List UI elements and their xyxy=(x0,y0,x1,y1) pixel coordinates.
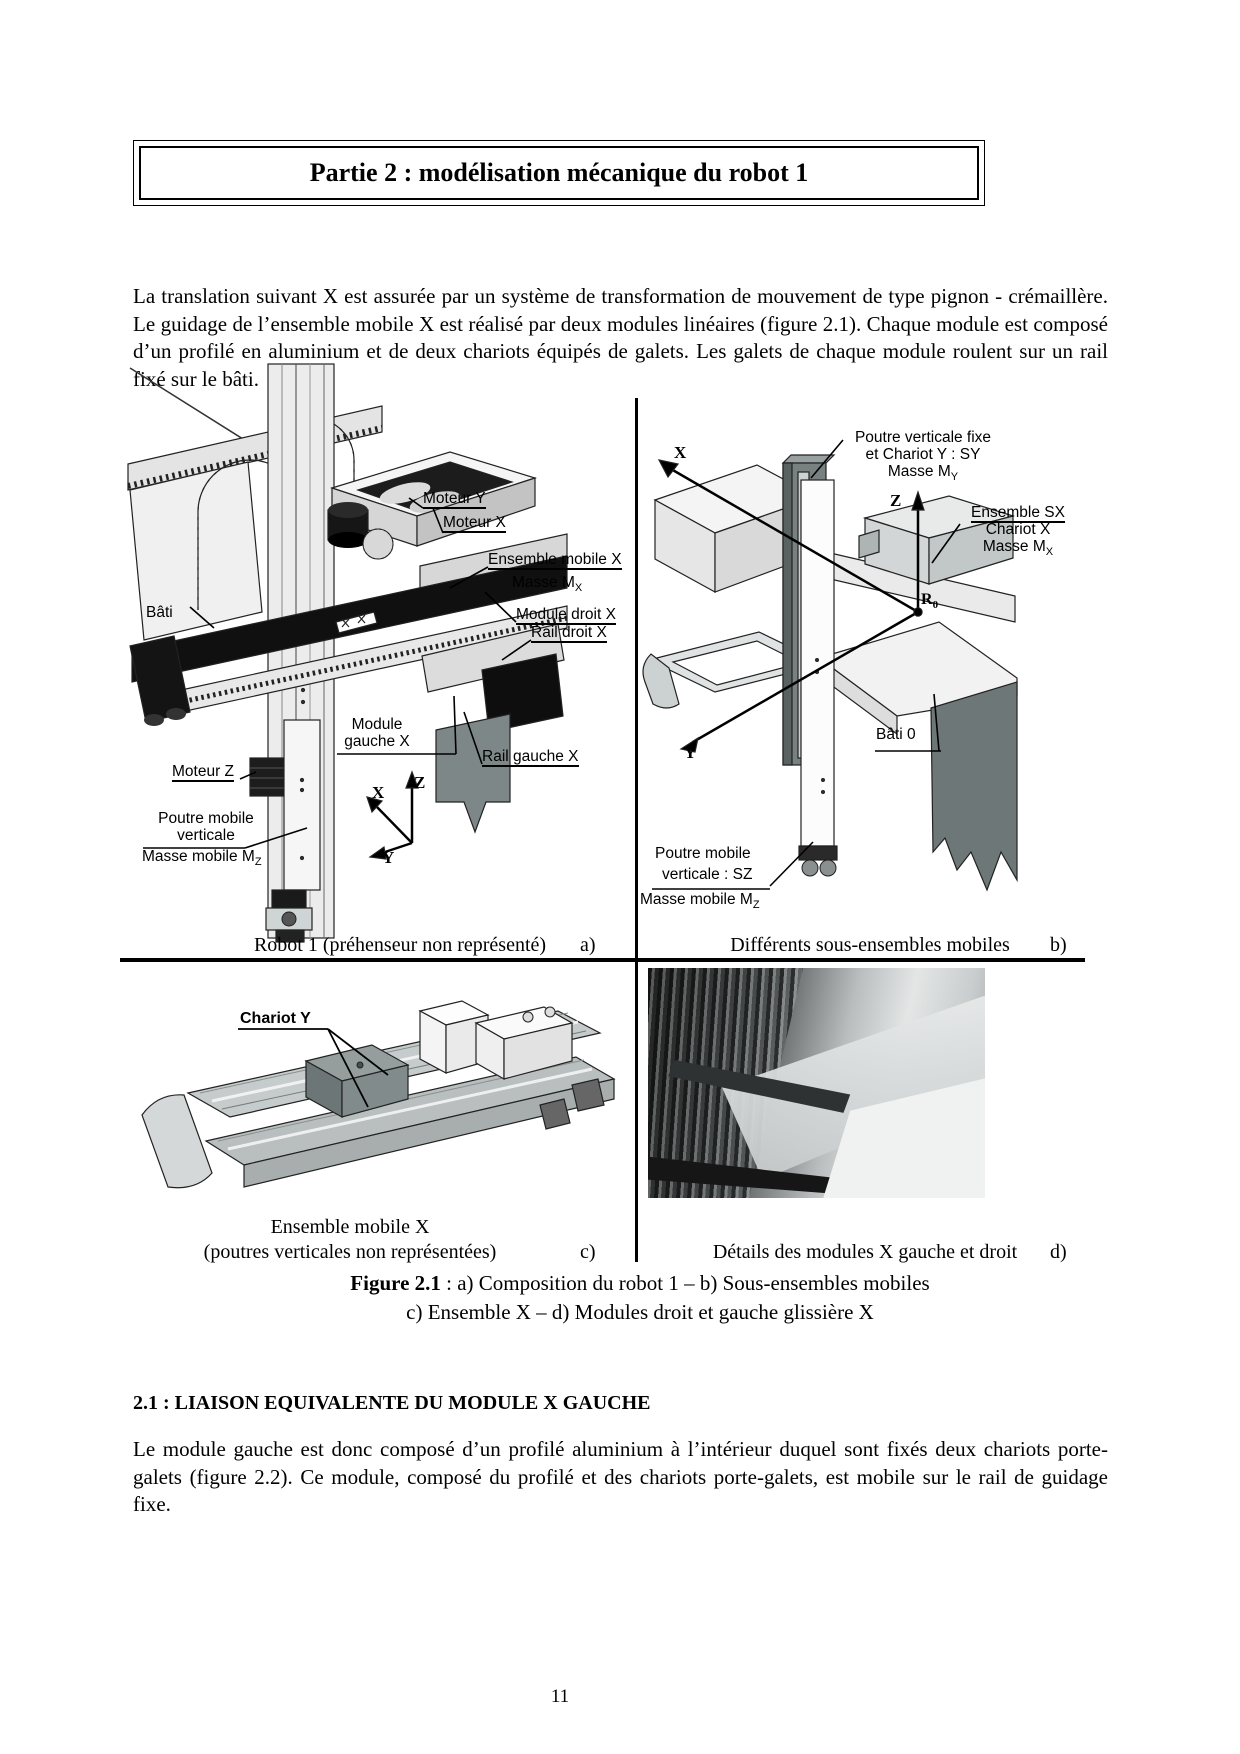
pedestal xyxy=(436,714,510,832)
poutre-mobile-lower xyxy=(284,720,320,890)
label-bati-0: Bâti 0 xyxy=(876,726,916,743)
page-number: 11 xyxy=(550,1686,570,1707)
panel-c-caption-line1: Ensemble mobile X xyxy=(270,1216,430,1238)
label-poutre-mobile-b1: Poutre mobile xyxy=(655,845,751,862)
label-poutre-mobile-a: Poutre mobile verticale xyxy=(158,810,254,844)
moteur-z-block xyxy=(250,758,286,796)
label-masse-mz-a: Masse mobile $M_Z$ xyxy=(142,848,262,869)
axis-y-label-a: Y xyxy=(382,848,395,867)
label-ensemble-mobile-x: Ensemble mobile X xyxy=(488,551,622,568)
figure-caption-line2: c) Ensemble X – d) Modules droit et gauche glissière X xyxy=(406,1300,874,1324)
figure-caption-line1: Figure 2.1 : a) Composition du robot 1 – b) Sous-ensembles mobiles xyxy=(350,1271,930,1295)
label-moteur-z: Moteur Z xyxy=(172,763,235,780)
label-chariot-y: Chariot Y xyxy=(240,1010,311,1027)
axis-y-label-b: Y xyxy=(684,743,697,762)
section-paragraph: Le module gauche est donc composé d’un profilé aluminium à l’intérieur duquel sont fixés deux chariots porte-galets (figure 2.2). Ce module, composé du profilé et des chariots porte-galets, est mobile sur le rail de guidage fixe. xyxy=(133,1437,1108,1516)
r0-origin-label: $R_0$ xyxy=(921,591,939,612)
label-poutre-fixe-chariot-y: Poutre verticale fixe et Chariot Y : SY Masse $M_Y$ xyxy=(854,429,992,484)
label-module-gauche-x: Module gauche X xyxy=(344,716,410,750)
intro-paragraph: La translation suivant X est assurée par un système de transformation de mouvement de type pignon - crémaillère. Le guidage de l’ensemble mobile X est réalisé par deux modules linéaires (figure 2.1). Chaque module est composé d’un profilé en aluminium et de deux chariots équipés de galets. Les galets de chaque module roulent sur un rail fixé sur le bâti. xyxy=(133,284,1108,391)
label-module-droit-x: Module droit X xyxy=(516,606,616,623)
platform-bati0 xyxy=(819,622,1017,890)
panel-d-caption: Détails des modules X gauche et droit xyxy=(712,1241,1018,1263)
label-ensemble-sx: Ensemble SX Chariot X Masse $M_X$ xyxy=(971,504,1065,559)
label-rail-droit-x: Rail droit X xyxy=(531,624,607,641)
label-moteur-x: Moteur X xyxy=(443,514,506,531)
part-title: Partie 2 : modélisation mécanique du robot 1 xyxy=(139,146,979,200)
axis-x-label-b: X xyxy=(674,443,687,462)
panel-d-tag: d) xyxy=(1050,1241,1067,1263)
panel-b-tag: b) xyxy=(1050,934,1067,956)
section-heading: 2.1 : LIAISON EQUIVALENTE DU MODULE X GAUCHE xyxy=(133,1392,651,1414)
panel-b-caption: Différents sous-ensembles mobiles xyxy=(730,934,1010,956)
label-rail-gauche-x: Rail gauche X xyxy=(482,748,579,765)
panel-a-tag: a) xyxy=(580,934,596,956)
label-moteur-y: Moteur Y xyxy=(423,490,486,507)
label-bati: Bâti xyxy=(146,604,173,621)
panel-c-tag: c) xyxy=(580,1241,596,1263)
axis-z-label-b: Z xyxy=(890,491,902,510)
label-masse-mz-b: Masse mobile $M_Z$ xyxy=(640,891,760,912)
panel-c-caption-line2: (poutres verticales non représentées) xyxy=(203,1241,497,1263)
axis-z-label-a: Z xyxy=(414,773,426,792)
figure-caption-prefix: Figure 2.1 xyxy=(350,1271,441,1295)
label-masse-mx-a: Masse $M_X$ xyxy=(512,574,583,595)
modules-photo xyxy=(648,968,985,1198)
chassis-left-cap xyxy=(142,1095,212,1188)
label-poutre-mobile-b2: verticale : SZ xyxy=(662,866,753,883)
axis-x-label-a: X xyxy=(372,783,385,802)
panel-a-caption: Robot 1 (préhenseur non représenté) xyxy=(253,934,547,956)
